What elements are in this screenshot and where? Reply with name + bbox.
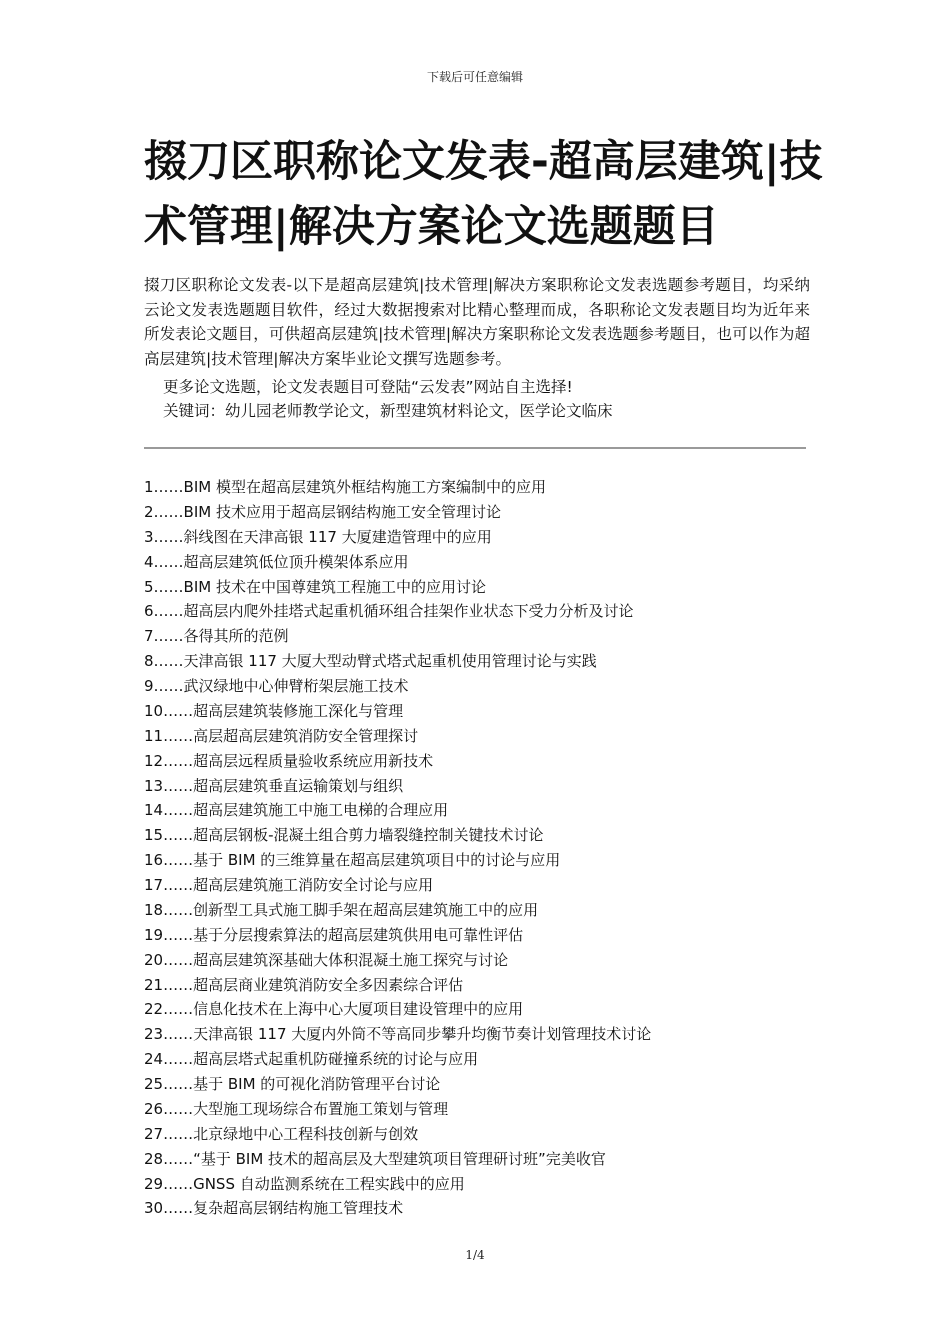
topic-item: 27……北京绿地中心工程科技创新与创效 [144, 1124, 419, 1143]
topic-item: 20……超高层建筑深基础大体积混凝土施工探究与讨论 [144, 950, 509, 969]
intro-paragraph: 掇刀区职称论文发表-以下是超高层建筑|技术管理|解决方案职称论文发表选题参考题目，均采纳云论文发表选题题目软件，经过大数据搜索对比精心整理而成，各职称论文发表题目均为近年来所发表论文题目，可供超高层建筑|技术管理|解决方案职称论文发表选题参考题目，也可以作为超高层建筑|技术管理|解决方案毕业论文撰写选题参考。 [144, 276, 810, 368]
topic-item: 18……创新型工具式施工脚手架在超高层建筑施工中的应用 [144, 900, 539, 919]
topic-item: 7……各得其所的范例 [144, 627, 289, 646]
topic-item: 16……基于 BIM 的三维算量在超高层建筑项目中的讨论与应用 [144, 851, 561, 870]
header-note: 下载后可任意编辑 [426, 70, 523, 84]
topic-item: 28……“基于 BIM 技术的超高层及大型建筑项目管理研讨班”完美收官 [144, 1149, 606, 1168]
topic-item: 15……超高层钢板-混凝土组合剪力墙裂缝控制关键技术讨论 [144, 826, 544, 845]
document-title: 掇刀区职称论文发表-超高层建筑|技术管理|解决方案论文选题题目 [144, 137, 823, 252]
topic-item: 4……超高层建筑低位顶升模架体系应用 [144, 552, 409, 571]
topic-item: 29……GNSS 自动监测系统在工程实践中的应用 [144, 1174, 465, 1193]
topic-item: 11……高层超高层建筑消防安全管理探讨 [144, 726, 419, 745]
topic-item: 3……斜线图在天津高银 117 大厦建造管理中的应用 [144, 527, 492, 546]
more-topics-line: 更多论文选题，论文发表题目可登陆“云发表”网站自主选择! [163, 378, 573, 396]
page-number: 1/4 [465, 1248, 485, 1262]
topic-item: 1……BIM 模型在超高层建筑外框结构施工方案编制中的应用 [144, 478, 546, 496]
topic-list [144, 475, 824, 1221]
topic-item: 5……BIM 技术在中国尊建筑工程施工中的应用讨论 [144, 577, 486, 596]
keywords-line: 关键词：幼儿园老师教学论文，新型建筑材料论文，医学论文临床 [163, 402, 613, 420]
topic-item: 2……BIM 技术应用于超高层钢结构施工安全管理讨论 [144, 502, 501, 521]
topic-item: 13……超高层建筑垂直运输策划与组织 [144, 776, 404, 795]
topic-item: 30……复杂超高层钢结构施工管理技术 [144, 1199, 404, 1218]
topic-item: 22……信息化技术在上海中心大厦项目建设管理中的应用 [144, 1000, 524, 1019]
topic-item: 10……超高层建筑装修施工深化与管理 [144, 701, 404, 720]
topic-item: 26……大型施工现场综合布置施工策划与管理 [144, 1099, 449, 1118]
topic-item: 14……超高层建筑施工中施工电梯的合理应用 [144, 801, 449, 820]
topic-item: 17……超高层建筑施工消防安全讨论与应用 [144, 876, 434, 894]
topic-item: 12……超高层远程质量验收系统应用新技术 [144, 751, 434, 770]
topic-item: 21……超高层商业建筑消防安全多因素综合评估 [144, 975, 464, 994]
topic-item: 19……基于分层搜索算法的超高层建筑供用电可靠性评估 [144, 925, 524, 944]
topic-item: 9……武汉绿地中心伸臂桁架层施工技术 [144, 677, 409, 695]
topic-item: 24……超高层塔式起重机防碰撞系统的讨论与应用 [144, 1050, 479, 1069]
topic-item: 8……天津高银 117 大厦大型动臂式塔式起重机使用管理讨论与实践 [144, 652, 597, 671]
topic-item: 23……天津高银 117 大厦内外筒不等高同步攀升均衡节奏计划管理技术讨论 [144, 1025, 652, 1044]
topic-item: 6……超高层内爬外挂塔式起重机循环组合挂架作业状态下受力分析及讨论 [144, 602, 634, 621]
topic-item: 25……基于 BIM 的可视化消防管理平台讨论 [144, 1075, 441, 1093]
section-divider [144, 447, 806, 449]
